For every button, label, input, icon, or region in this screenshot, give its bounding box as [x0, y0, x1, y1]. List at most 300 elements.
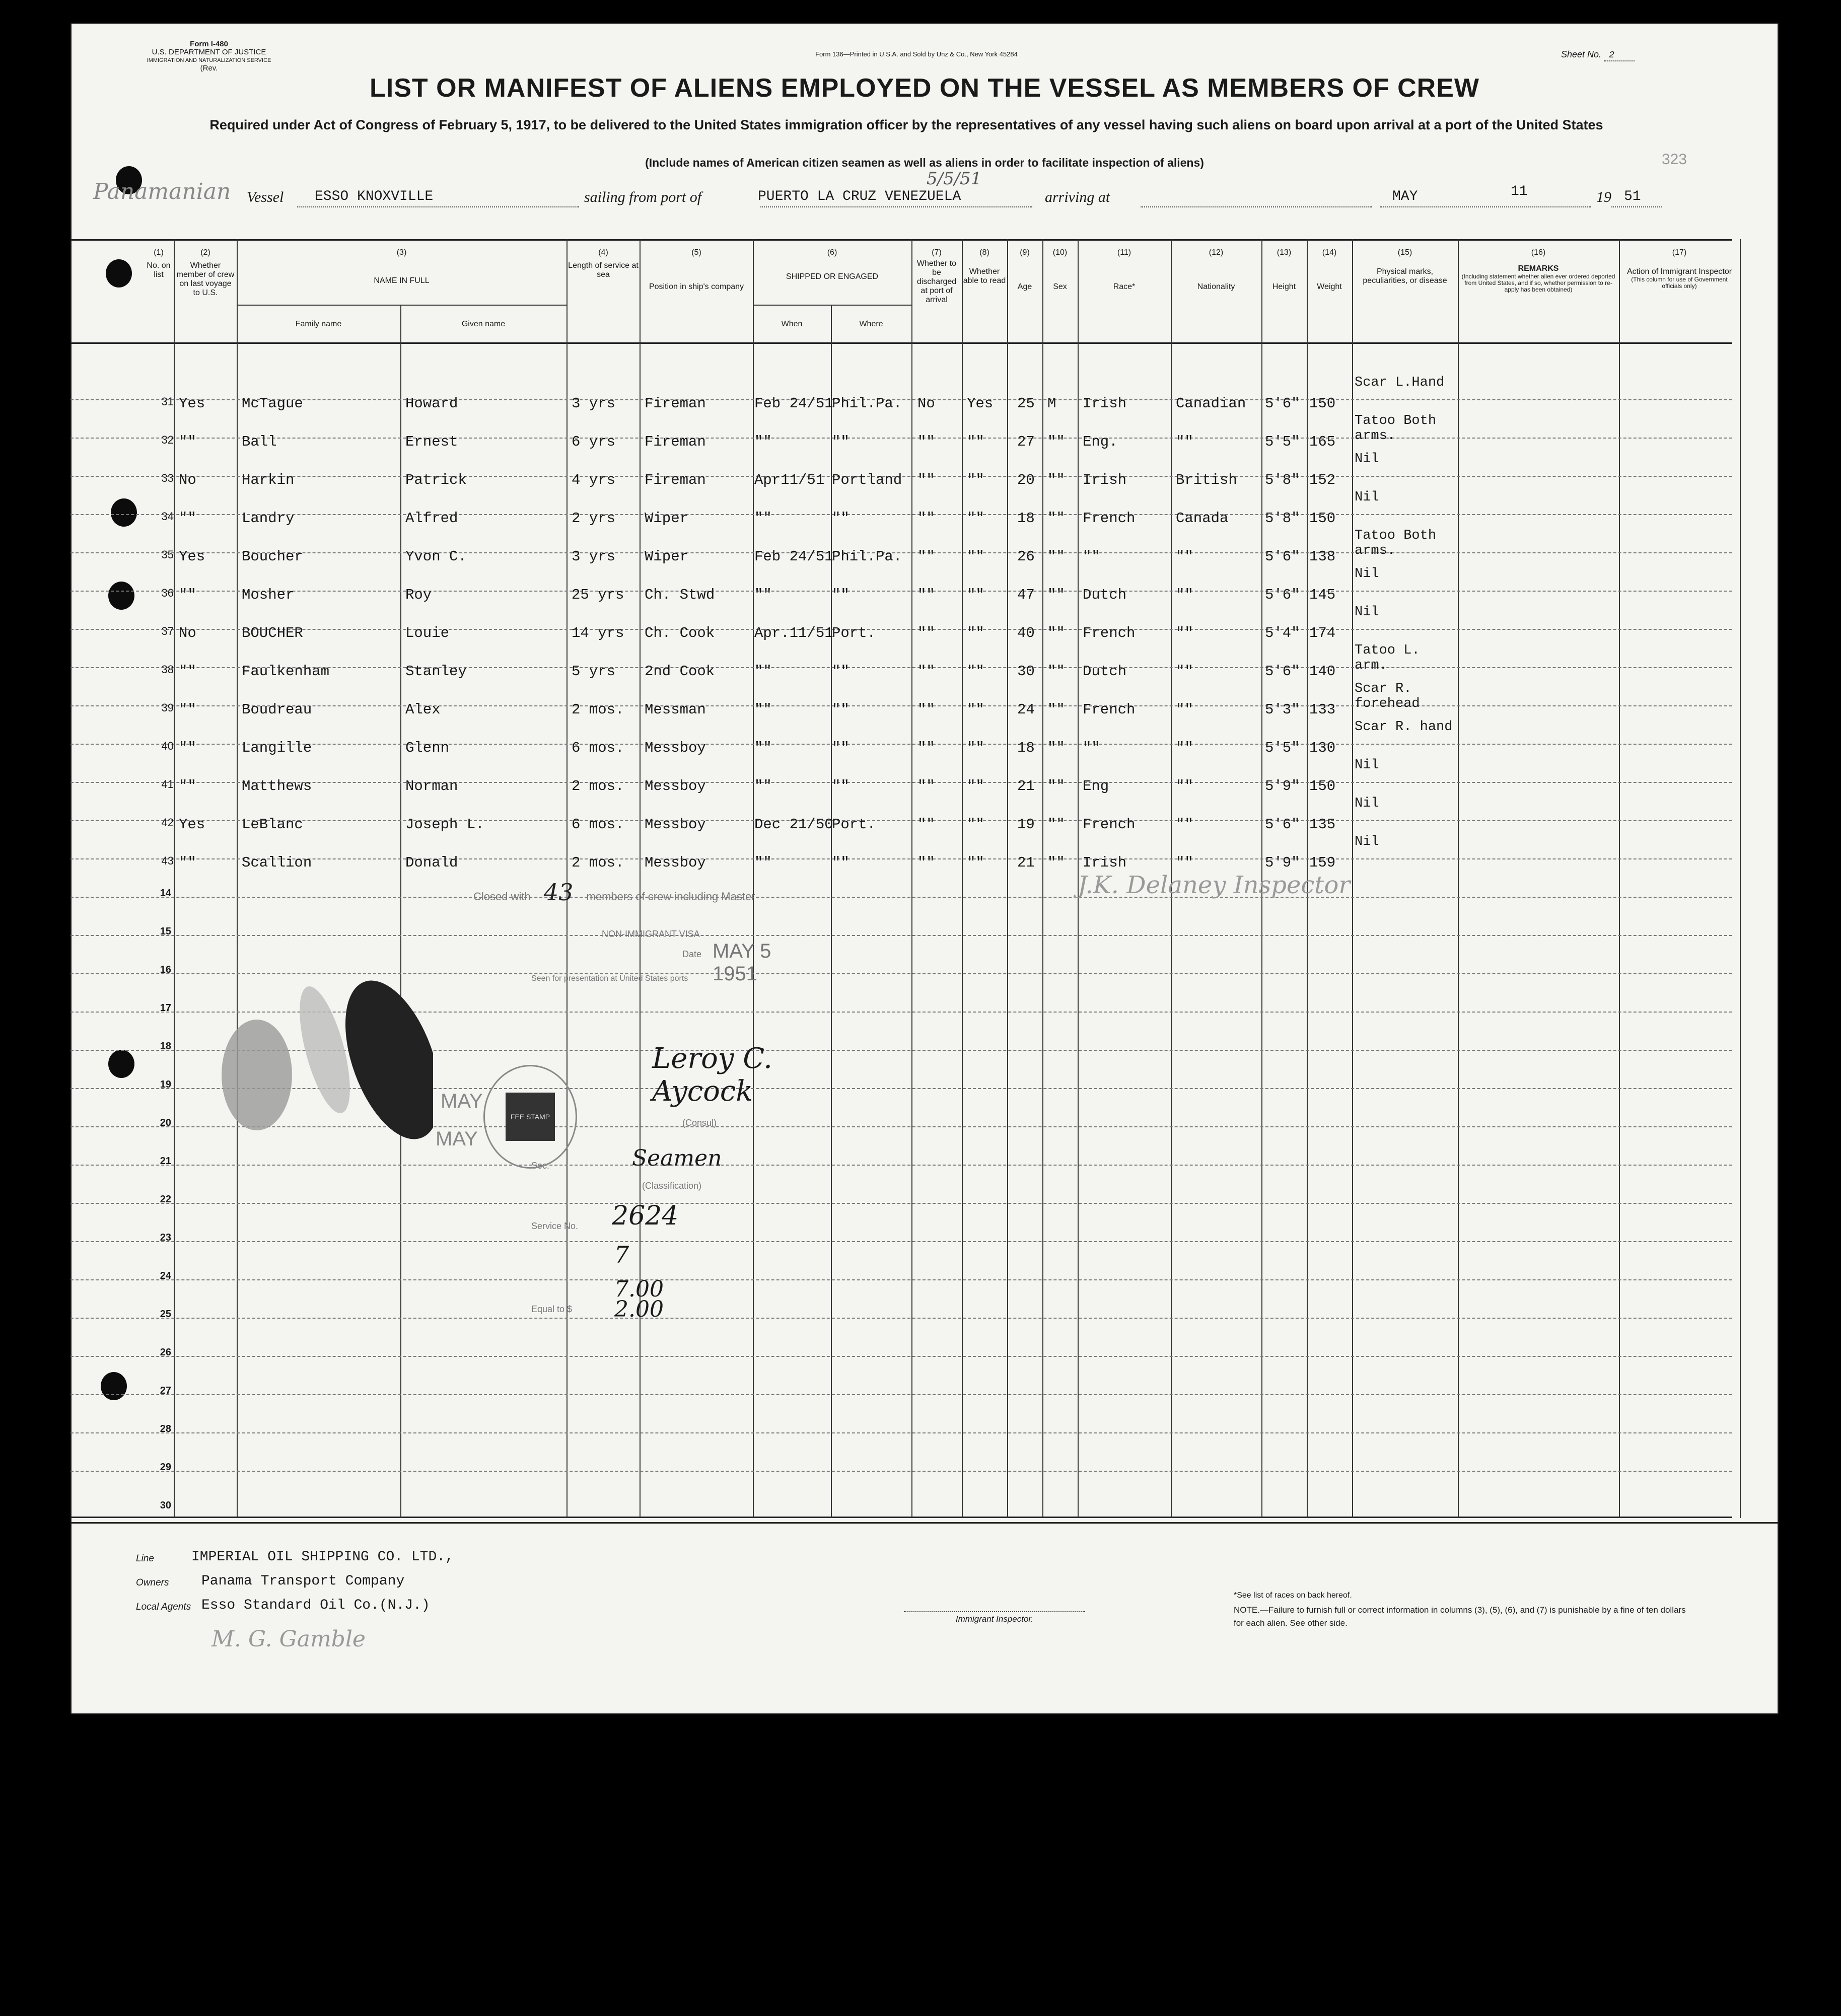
- discharged-cell: "": [917, 740, 935, 756]
- race-cell: French: [1083, 701, 1136, 718]
- date-stamp: MAY: [436, 1128, 478, 1150]
- sex-cell: "": [1047, 740, 1065, 756]
- family-name-cell: BOUCHER: [242, 625, 303, 641]
- last-voyage-cell: No: [179, 472, 196, 488]
- sailing-date-handwritten: 5/5/51: [927, 169, 982, 189]
- line-value: IMPERIAL OIL SHIPPING CO. LTD.,: [191, 1549, 454, 1565]
- service-no-label: Service No.: [531, 1221, 579, 1231]
- sex-cell: "": [1047, 548, 1065, 565]
- race-cell: Eng.: [1083, 434, 1118, 450]
- sheet-label: Sheet No.: [1561, 49, 1602, 59]
- vessel-name: ESSO KNOXVILLE: [315, 189, 434, 204]
- classification-label: (Classification): [642, 1181, 702, 1191]
- row-number: 37: [161, 625, 174, 637]
- weight-cell: 152: [1309, 472, 1336, 488]
- service-cell: 6 mos.: [572, 740, 624, 756]
- weight-cell: 140: [1309, 663, 1336, 680]
- service-cell: 6 yrs: [572, 434, 616, 450]
- height-cell: 5'5": [1265, 434, 1300, 450]
- col-weight-header: (14) Weight: [1317, 248, 1342, 291]
- col-read-header: (8) Whether able to read: [963, 248, 1006, 285]
- position-cell: Messboy: [645, 778, 706, 795]
- row-number: 24: [160, 1270, 171, 1281]
- owners-label: Owners: [136, 1577, 169, 1588]
- read-cell: "": [967, 854, 984, 871]
- weight-cell: 135: [1309, 816, 1336, 833]
- row-number: 14: [160, 888, 171, 899]
- height-cell: 5'6": [1265, 395, 1300, 412]
- nationality-cell: "": [1176, 625, 1193, 641]
- footer-block: [136, 1549, 589, 1626]
- age-cell: 30: [1017, 663, 1035, 680]
- shipped-when-cell: "": [754, 434, 772, 450]
- col-marks-header: (15) Physical marks, peculiarities, or disease: [1363, 248, 1447, 285]
- nationality-cell: Canadian: [1176, 395, 1246, 412]
- page-number-stamp: 323: [1662, 151, 1687, 168]
- immigrant-inspector-label: Immigrant Inspector.: [904, 1611, 1085, 1624]
- shipped-when-cell: "": [754, 663, 772, 680]
- shipped-when-cell: Apr.11/51: [754, 625, 833, 641]
- marks-cell: Nil: [1355, 605, 1379, 620]
- row-number: 16: [160, 964, 171, 975]
- family-name-cell: Mosher: [242, 587, 295, 603]
- weight-cell: 159: [1309, 854, 1336, 871]
- age-cell: 21: [1017, 854, 1035, 871]
- read-cell: "": [967, 625, 984, 641]
- row-number: 42: [161, 816, 174, 829]
- given-name-cell: Alex: [405, 701, 441, 718]
- shipped-where-cell: Portland: [832, 472, 902, 488]
- last-voyage-cell: Yes: [179, 395, 205, 412]
- shipped-where-cell: Phil.Pa.: [832, 548, 902, 565]
- last-voyage-cell: "": [179, 587, 196, 603]
- shipped-where-cell: "": [832, 587, 849, 603]
- given-name-cell: Yvon C.: [405, 548, 467, 565]
- weight-cell: 174: [1309, 625, 1336, 641]
- last-voyage-cell: "": [179, 740, 196, 756]
- weight-cell: 130: [1309, 740, 1336, 756]
- nationality-cell: "": [1176, 548, 1193, 565]
- col-shipped-header: (6) SHIPPED OR ENGAGED: [786, 248, 879, 281]
- position-cell: Fireman: [645, 472, 706, 488]
- read-cell: "": [967, 548, 984, 565]
- discharged-cell: "": [917, 625, 935, 641]
- race-cell: Irish: [1083, 854, 1127, 871]
- col-sex-header: (10) Sex: [1052, 248, 1068, 291]
- service-cell: 6 mos.: [572, 816, 624, 833]
- row-number: 35: [161, 548, 174, 561]
- read-cell: "": [967, 816, 984, 833]
- row-number: 38: [161, 663, 174, 676]
- page-title: LIST OR MANIFEST OF ALIENS EMPLOYED ON THE VESSEL AS MEMBERS OF CREW: [370, 74, 1479, 103]
- row-number: 23: [160, 1232, 171, 1243]
- shipped-when-cell: "": [754, 854, 772, 871]
- fee-stamp-graphic: [483, 1065, 577, 1169]
- given-name-cell: Ernest: [405, 434, 458, 450]
- service-cell: 2 yrs: [572, 510, 616, 527]
- given-name-cell: Norman: [405, 778, 458, 795]
- department: U.S. DEPARTMENT OF JUSTICE: [152, 48, 266, 56]
- col-discharged-header: (7) Whether to be discharged at port of arrival: [916, 248, 957, 304]
- sex-cell: "": [1047, 701, 1065, 718]
- shipped-where-cell: "": [832, 434, 849, 450]
- sheet-number: 2: [1604, 50, 1635, 61]
- manifest-sheet: [70, 23, 1779, 1714]
- arrival-year: 51: [1624, 189, 1641, 204]
- family-name-cell: Faulkenham: [242, 663, 330, 680]
- sheet-number-block: [1561, 50, 1712, 59]
- shipped-when-cell: Feb 24/51: [754, 548, 833, 565]
- sex-cell: "": [1047, 510, 1065, 527]
- line-label: Line: [136, 1553, 154, 1564]
- discharged-cell: "": [917, 548, 935, 565]
- col-age-header: (9) Age: [1017, 248, 1032, 291]
- col-inspector-header: (17) Action of Immigrant Inspector (This column for use of Government officials only): [1626, 248, 1732, 290]
- weight-cell: 165: [1309, 434, 1336, 450]
- given-name-cell: Donald: [405, 854, 458, 871]
- discharged-cell: "": [917, 816, 935, 833]
- nationality-cell: "": [1176, 663, 1193, 680]
- row-number: 27: [160, 1385, 171, 1396]
- height-cell: 5'4": [1265, 625, 1300, 641]
- nationality-cell: Canada: [1176, 510, 1229, 527]
- weight-cell: 150: [1309, 778, 1336, 795]
- owners-value: Panama Transport Company: [201, 1573, 405, 1589]
- age-cell: 24: [1017, 701, 1035, 718]
- race-cell: Dutch: [1083, 587, 1127, 603]
- service-cell: 5 yrs: [572, 663, 616, 680]
- sex-cell: "": [1047, 434, 1065, 450]
- family-name-cell: Landry: [242, 510, 295, 527]
- service-cell: 14 yrs: [572, 625, 624, 641]
- position-cell: Messboy: [645, 740, 706, 756]
- given-name-cell: Howard: [405, 395, 458, 412]
- age-cell: 26: [1017, 548, 1035, 565]
- shipped-where-cell: "": [832, 701, 849, 718]
- age-cell: 18: [1017, 740, 1035, 756]
- sex-cell: "": [1047, 472, 1065, 488]
- arriving-label: arriving at: [1045, 189, 1110, 205]
- height-cell: 5'5": [1265, 740, 1300, 756]
- col-service-header: (4) Length of service at sea: [568, 248, 639, 279]
- family-name-cell: LeBlanc: [242, 816, 303, 833]
- shipped-where-cell: Phil.Pa.: [832, 395, 902, 412]
- position-cell: Fireman: [645, 434, 706, 450]
- row-number: 32: [161, 434, 174, 446]
- given-name-cell: Joseph L.: [405, 816, 484, 833]
- marks-cell: Nil: [1355, 834, 1379, 849]
- closed-note: Closed with 43 members of crew including Master: [473, 879, 755, 906]
- arrival-month: MAY: [1392, 189, 1418, 204]
- legal-requirement: Required under Act of Congress of February 5, 1917, to be delivered to the United States immigration officer by the representatives of any vessel having such aliens on board upon arrival at a port of the United States: [209, 117, 1603, 132]
- discharged-cell: "": [917, 510, 935, 527]
- read-cell: "": [967, 701, 984, 718]
- marks-cell: Nil: [1355, 452, 1379, 467]
- nationality-cell: "": [1176, 816, 1193, 833]
- shipped-where-cell: "": [832, 740, 849, 756]
- read-cell: Yes: [967, 395, 994, 412]
- sec-label: Sec.: [531, 1161, 550, 1171]
- read-cell: "": [967, 510, 984, 527]
- col-name-header: (3) NAME IN FULL: [374, 248, 430, 285]
- race-cell: Irish: [1083, 395, 1127, 412]
- sex-cell: "": [1047, 854, 1065, 871]
- age-cell: 19: [1017, 816, 1035, 833]
- col-race-header: (11) Race*: [1113, 248, 1136, 291]
- col-last-voyage-header: (2) Whether member of crew on last voyage to U.S.: [176, 248, 235, 297]
- race-cell: Irish: [1083, 472, 1127, 488]
- discharged-cell: "": [917, 778, 935, 795]
- position-cell: Wiper: [645, 510, 689, 527]
- col-remarks-header: (16) REMARKS (Including statement whether alien ever ordered deported from United States, and if so, whether permission to re-apply has been obtained): [1461, 248, 1615, 293]
- inspector-signature: J.K. Delaney Inspector: [1078, 871, 1351, 899]
- service-no: 2624: [612, 1201, 679, 1231]
- marks-cell: Tatoo L. arm.: [1355, 643, 1420, 673]
- penalty-note: NOTE.—Failure to furnish full or correct information in columns (3), (5), (6), and (7) is punishable by a fine of ten dollars for each alien. See other side.: [1234, 1605, 1686, 1628]
- row-number: 31: [161, 395, 174, 408]
- given-name-cell: Stanley: [405, 663, 467, 680]
- include-note: (Include names of American citizen seamen as well as aliens in order to facilitate inspection of aliens): [645, 156, 1204, 169]
- crew-table: [70, 239, 1732, 1518]
- service-cell: 3 yrs: [572, 395, 616, 412]
- notary-seal-graphic: [181, 969, 433, 1161]
- marks-cell: Scar R. hand: [1355, 719, 1453, 735]
- age-cell: 21: [1017, 778, 1035, 795]
- sex-cell: "": [1047, 587, 1065, 603]
- family-name-cell: Boudreau: [242, 701, 312, 718]
- visa-date: MAY 5 1951: [713, 940, 771, 985]
- row-number: 39: [161, 701, 174, 714]
- service-cell: 25 yrs: [572, 587, 624, 603]
- sex-cell: M: [1047, 395, 1056, 412]
- given-name-cell: Roy: [405, 587, 432, 603]
- shipped-where-cell: "": [832, 663, 849, 680]
- race-cell: French: [1083, 816, 1136, 833]
- row-number: 40: [161, 740, 174, 752]
- shipped-when-cell: "": [754, 740, 772, 756]
- family-name-cell: Scallion: [242, 854, 312, 871]
- last-voyage-cell: "": [179, 663, 196, 680]
- race-cell: "": [1083, 740, 1100, 756]
- race-cell: French: [1083, 625, 1136, 641]
- last-voyage-cell: "": [179, 778, 196, 795]
- height-cell: 5'8": [1265, 472, 1300, 488]
- fee-stamp-label: FEE STAMP: [506, 1093, 555, 1141]
- family-name-cell: McTague: [242, 395, 303, 412]
- marks-cell: Scar L.Hand: [1355, 375, 1445, 390]
- position-cell: 2nd Cook: [645, 663, 715, 680]
- consul-label: (Consul): [682, 1118, 717, 1128]
- row-number: 34: [161, 510, 174, 523]
- marks-cell: Tatoo Both arms.: [1355, 413, 1437, 444]
- row-number: 25: [160, 1309, 171, 1320]
- service-cell: 2 mos.: [572, 778, 624, 795]
- height-cell: 5'6": [1265, 663, 1300, 680]
- service-name: IMMIGRATION AND NATURALIZATION SERVICE: [147, 57, 271, 63]
- age-cell: 18: [1017, 510, 1035, 527]
- position-cell: Messboy: [645, 816, 706, 833]
- row-number: 21: [160, 1156, 171, 1167]
- last-voyage-cell: Yes: [179, 816, 205, 833]
- position-cell: Messboy: [645, 854, 706, 871]
- nationality-cell: "": [1176, 740, 1193, 756]
- read-cell: "": [967, 778, 984, 795]
- shipped-where-cell: "": [832, 510, 849, 527]
- weight-cell: 138: [1309, 548, 1336, 565]
- row-number: 22: [160, 1194, 171, 1205]
- position-cell: Ch. Stwd: [645, 587, 715, 603]
- service-cell: 2 mos.: [572, 701, 624, 718]
- age-cell: 20: [1017, 472, 1035, 488]
- age-cell: 47: [1017, 587, 1035, 603]
- col-nationality-header: (12) Nationality: [1197, 248, 1235, 291]
- position-cell: Wiper: [645, 548, 689, 565]
- row-number: 26: [160, 1347, 171, 1358]
- visa-block: [531, 929, 813, 1241]
- family-name-cell: Harkin: [242, 472, 295, 488]
- height-cell: 5'6": [1265, 548, 1300, 565]
- discharged-cell: "": [917, 472, 935, 488]
- equal-label: Equal to $: [531, 1304, 573, 1314]
- height-cell: 5'8": [1265, 510, 1300, 527]
- nationality-cell: "": [1176, 434, 1193, 450]
- position-cell: Ch. Cook: [645, 625, 715, 641]
- race-cell: French: [1083, 510, 1136, 527]
- read-cell: "": [967, 740, 984, 756]
- fee-amount-1: 7: [614, 1241, 629, 1268]
- position-cell: Messman: [645, 701, 706, 718]
- height-cell: 5'9": [1265, 778, 1300, 795]
- age-cell: 40: [1017, 625, 1035, 641]
- agents-value: Esso Standard Oil Co.(N.J.): [201, 1598, 430, 1613]
- last-voyage-cell: "": [179, 510, 196, 527]
- agent-signature: M. G. Gamble: [211, 1626, 366, 1652]
- col-no-header: (1) No. on list: [147, 248, 171, 279]
- shipped-when-cell: "": [754, 510, 772, 527]
- discharged-cell: No: [917, 395, 935, 412]
- service-cell: 3 yrs: [572, 548, 616, 565]
- sec-value: Seamen: [632, 1145, 722, 1171]
- marks-cell: Tatoo Both arms.: [1355, 528, 1437, 558]
- height-cell: 5'3": [1265, 701, 1300, 718]
- shipped-where-cell: "": [832, 854, 849, 871]
- revision: (Rev.: [200, 64, 218, 73]
- shipped-when-cell: Feb 24/51: [754, 395, 833, 412]
- row-number: 20: [160, 1117, 171, 1128]
- row-number: 41: [161, 778, 174, 790]
- row-number: 36: [161, 587, 174, 599]
- age-cell: 25: [1017, 395, 1035, 412]
- col-where-header: Where: [859, 320, 883, 328]
- marks-cell: Nil: [1355, 796, 1379, 811]
- shipped-when-cell: "": [754, 701, 772, 718]
- shipped-when-cell: "": [754, 778, 772, 795]
- nationality-cell: "": [1176, 587, 1193, 603]
- sailing-port: PUERTO LA CRUZ VENEZUELA: [758, 189, 961, 204]
- row-number: 43: [161, 854, 174, 867]
- family-name-cell: Matthews: [242, 778, 312, 795]
- row-number: 19: [160, 1079, 171, 1090]
- fee-amount-3: 2.00: [614, 1297, 664, 1322]
- marks-cell: Nil: [1355, 490, 1379, 505]
- shipped-where-cell: Port.: [832, 625, 876, 641]
- col-family-name-header: Family name: [295, 320, 342, 328]
- weight-cell: 133: [1309, 701, 1336, 718]
- col-height-header: (13) Height: [1272, 248, 1296, 291]
- age-cell: 27: [1017, 434, 1035, 450]
- col-given-name-header: Given name: [461, 320, 506, 328]
- discharged-cell: "": [917, 663, 935, 680]
- nationality-cell: "": [1176, 854, 1193, 871]
- fee-amount-2: 7.00: [614, 1276, 664, 1302]
- marks-cell: Nil: [1355, 758, 1379, 773]
- service-cell: 4 yrs: [572, 472, 616, 488]
- weight-cell: 150: [1309, 395, 1336, 412]
- nationality-cell: "": [1176, 778, 1193, 795]
- form-number: Form I-480: [190, 40, 228, 48]
- row-number: 28: [160, 1423, 171, 1434]
- sailing-label: sailing from port of: [584, 189, 702, 205]
- read-cell: "": [967, 434, 984, 450]
- race-cell: Eng: [1083, 778, 1109, 795]
- weight-cell: 150: [1309, 510, 1336, 527]
- last-voyage-cell: "": [179, 434, 196, 450]
- last-voyage-cell: Yes: [179, 548, 205, 565]
- given-name-cell: Patrick: [405, 472, 467, 488]
- last-voyage-cell: "": [179, 854, 196, 871]
- form-id-block: [146, 40, 272, 73]
- position-cell: Fireman: [645, 395, 706, 412]
- read-cell: "": [967, 472, 984, 488]
- sex-cell: "": [1047, 778, 1065, 795]
- visa-line1: Seen for presentation at United States ports: [531, 974, 688, 983]
- nationality-cell: "": [1176, 701, 1193, 718]
- races-note: *See list of races on back hereof.: [1234, 1591, 1352, 1600]
- arrival-day: 11: [1511, 184, 1528, 199]
- height-cell: 5'6": [1265, 587, 1300, 603]
- arrival-year-prefix: 19: [1596, 189, 1611, 205]
- agents-label: Local Agents: [136, 1602, 191, 1612]
- discharged-cell: "": [917, 587, 935, 603]
- family-name-cell: Ball: [242, 434, 277, 450]
- printer-line: Form 136—Printed in U.S.A. and Sold by Unz & Co., New York 45284: [815, 50, 1018, 58]
- consul-signature: Leroy C. Aycock: [652, 1042, 772, 1108]
- flag-handwritten: Panamanian: [93, 179, 231, 204]
- last-voyage-cell: "": [179, 701, 196, 718]
- height-cell: 5'9": [1265, 854, 1300, 871]
- shipped-when-cell: Apr11/51: [754, 472, 825, 488]
- race-cell: Dutch: [1083, 663, 1127, 680]
- shipped-when-cell: Dec 21/50: [754, 816, 833, 833]
- sex-cell: "": [1047, 625, 1065, 641]
- last-voyage-cell: No: [179, 625, 196, 641]
- read-cell: "": [967, 587, 984, 603]
- row-number: 29: [160, 1462, 171, 1473]
- row-number: 18: [160, 1041, 171, 1052]
- service-cell: 2 mos.: [572, 854, 624, 871]
- row-number: 17: [160, 1002, 171, 1014]
- shipped-where-cell: Port.: [832, 816, 876, 833]
- sex-cell: "": [1047, 663, 1065, 680]
- col-when-header: When: [781, 320, 803, 328]
- closed-count: 43: [543, 879, 574, 906]
- race-cell: "": [1083, 548, 1100, 565]
- height-cell: 5'6": [1265, 816, 1300, 833]
- row-number: 33: [161, 472, 174, 484]
- read-cell: "": [967, 663, 984, 680]
- weight-cell: 145: [1309, 587, 1336, 603]
- nationality-cell: British: [1176, 472, 1237, 488]
